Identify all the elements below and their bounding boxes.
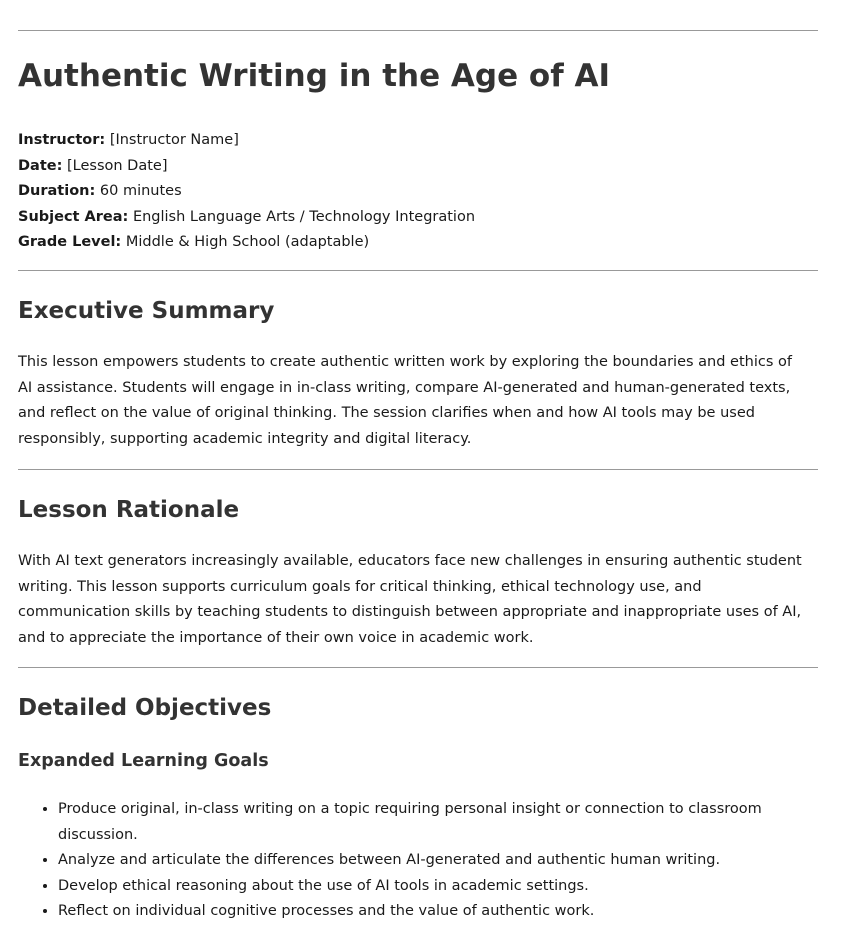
divider <box>18 469 818 470</box>
meta-label: Instructor: <box>18 132 106 148</box>
section-heading-detailed-objectives: Detailed Objectives <box>18 695 272 721</box>
subheading-expanded-learning-goals: Expanded Learning Goals <box>18 751 269 771</box>
meta-value: [Instructor Name] <box>109 132 239 148</box>
meta-value: [Lesson Date] <box>67 157 168 174</box>
meta-subject-area <box>18 205 475 231</box>
list-item: • Produce original, in-class writing on a topic requiring personal insight or connection to classroom discussion. <box>58 797 808 848</box>
divider <box>18 667 818 668</box>
meta-label: Date: <box>18 157 63 174</box>
lesson-rationale-text: With AI text generators increasingly available, educators face new challenges in ensuring authentic student writing. This lesson supports curriculum goals for critical thinking, ethical technology use, and communication skills by teaching students to distinguish between appropriate and inappropriate uses of AI, and to appreciate the importance of their own voice in academic work. <box>18 553 802 646</box>
meta-label: Duration: <box>18 183 96 199</box>
meta-date <box>18 154 475 180</box>
section-heading-lesson-rationale: Lesson Rationale <box>18 497 240 523</box>
meta-value: Middle & High School (adaptable) <box>125 234 370 250</box>
meta-label: Subject Area: <box>18 208 129 225</box>
meta-duration <box>18 179 475 205</box>
meta-label: Grade Level: <box>18 234 122 250</box>
divider <box>18 30 818 31</box>
meta-grade-level <box>18 230 475 256</box>
lesson-meta <box>18 128 475 256</box>
divider <box>18 270 818 271</box>
executive-summary-text: This lesson empowers students to create authentic written work by exploring the boundaries and ethics of AI assistance. Students will engage in in-class writing, compare AI-generated and human-generated texts, and reflect on the value of original thinking. The session clarifies when and how AI tools may be used responsibly, supporting academic integrity and digital literacy. <box>18 354 792 447</box>
section-heading-executive-summary: Executive Summary <box>18 298 275 324</box>
list-item: • Analyze and articulate the differences between AI-generated and authentic human writing. <box>58 848 808 874</box>
list-item: • Reflect on individual cognitive processes and the value of authentic work. <box>58 899 808 925</box>
meta-value: 60 minutes <box>99 183 182 199</box>
meta-value: English Language Arts / Technology Integration <box>132 208 476 225</box>
list-item: • Develop ethical reasoning about the use of AI tools in academic settings. <box>58 874 808 900</box>
learning-goals-list <box>18 797 808 925</box>
page-title: Authentic Writing in the Age of AI <box>18 58 611 94</box>
meta-instructor <box>18 128 475 154</box>
